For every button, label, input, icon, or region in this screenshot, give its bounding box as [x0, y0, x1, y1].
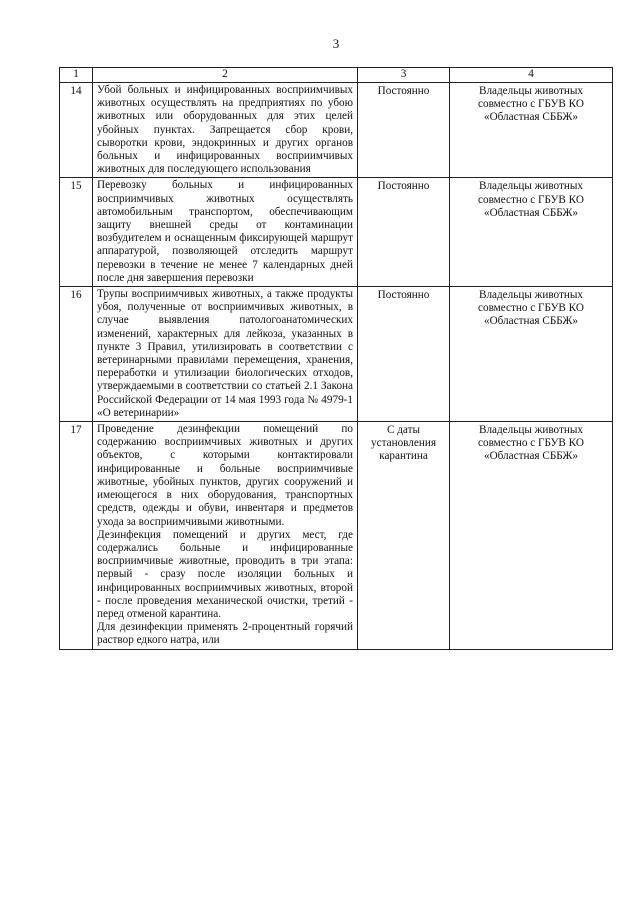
measure-responsible: Владельцы животных совместно с ГБУВ КО «Областная СББЖ»: [450, 422, 613, 649]
measure-text: [93, 83, 358, 178]
table-row: [60, 178, 613, 287]
measure-term: Постоянно: [358, 287, 450, 422]
column-header-1: 1: [60, 68, 93, 83]
row-number: 15: [60, 178, 93, 287]
page-number: 3: [332, 36, 340, 51]
row-number: 17: [60, 422, 93, 649]
measure-paragraph: Трупы восприимчивых животных, а также продукты убоя, полученные от восприимчивых животных, в случае выявления патологоанатомических изменений, характерных для лейкоза, указанных в пункте 3 Правил, утилизировать в соответствии с ветеринарными правилами перемещения, хранения, переработки и утилизации биологических отходов, утверждаемыми в соответствии со статьей 2.1 Закона Российской Федерации от 14 мая 1993 года № 4979-1 «О ветеринарии»: [97, 288, 353, 419]
measures-table: [59, 67, 613, 650]
measure-text: [93, 178, 358, 287]
measure-paragraph: Перевозку больных и инфицированных восприимчивых животных осуществлять автомобильным транспортом, обеспечивающим защиту внешней среды от контаминации возбудителем и оснащенным фиксирующей маршрут аппаратурой, позволяющей отследить маршрут перевозки в течение не менее 7 календарных дней после дня завершения перевозки: [97, 179, 353, 284]
measure-term: Постоянно: [358, 83, 450, 178]
table-row: [60, 287, 613, 422]
measure-paragraph: Дезинфекция помещений и других мест, где содержались больные и инфицированные восприимчивые животные, проводить в три этапа: первый - сразу после изоляции больных и инфицированных восприимчивых животных, второй - после проведения механической очистки, третий - перед отменой карантина.: [97, 528, 353, 620]
column-header-3: 3: [358, 68, 450, 83]
measure-paragraph: Проведение дезинфекции помещений по содержанию восприимчивых животных и других объектов, с которыми контактировали инфицированные и больные восприимчивые животные, убойных пунктов, других сооружений и имеющегося в них оборудования, транспортных средств, одежды и обуви, инвентаря и предметов ухода за восприимчивыми животными.: [97, 423, 353, 528]
table-row: [60, 83, 613, 178]
measure-paragraph: Для дезинфекции применять 2-процентный горячий раствор едкого натра, или: [97, 621, 353, 647]
measure-responsible: Владельцы животных совместно с ГБУВ КО «Областная СББЖ»: [450, 287, 613, 422]
column-header-2: 2: [93, 68, 358, 83]
row-number: 16: [60, 287, 93, 422]
measure-term: Постоянно: [358, 178, 450, 287]
measure-term: С даты установления карантина: [358, 422, 450, 649]
measure-text: [93, 422, 358, 649]
measure-responsible: Владельцы животных совместно с ГБУВ КО «Областная СББЖ»: [450, 178, 613, 287]
measure-responsible: Владельцы животных совместно с ГБУВ КО «Областная СББЖ»: [450, 83, 613, 178]
table-header-row: [60, 68, 613, 83]
column-header-4: 4: [450, 68, 613, 83]
table-row: [60, 422, 613, 649]
measure-paragraph: Убой больных и инфицированных восприимчивых животных осуществлять на предприятиях по убою животных или оборудованных для этих целей убойных пунктах. Запрещается сбор крови, сыворотки крови, эндокринных и других органов больных и инфицированных восприимчивых животных для последующего использования: [97, 84, 353, 176]
measure-text: [93, 287, 358, 422]
row-number: 14: [60, 83, 93, 178]
